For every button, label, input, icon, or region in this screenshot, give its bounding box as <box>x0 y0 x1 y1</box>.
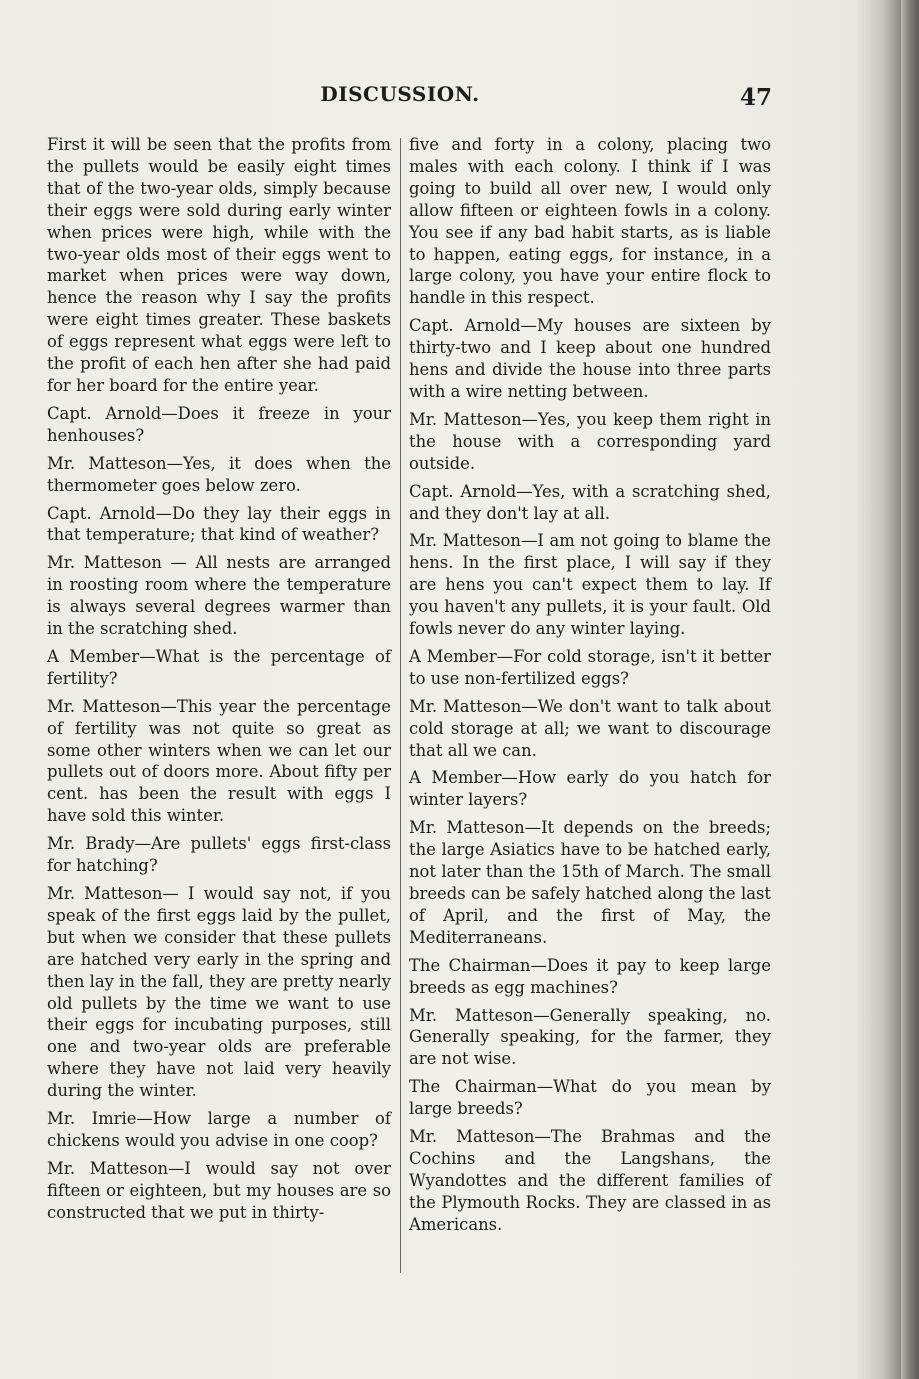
paragraph: five and forty in a colony, placing two males with each colony. I think if I was going to build all over new, I would only allow fifteen or eighteen fowls in a colony. You see if any bad habit starts, as is liable to happen, eating eggs, for instance, in a large colony, you have your entire flock to handle in this respect. <box>409 135 771 308</box>
paragraph: Mr. Matteson—This year the percentage of fertility was not quite so great as some other winters when we can let our pullets out of doors more. About fifty per cent. has been the result with eggs I have sold this winter. <box>47 696 391 826</box>
paragraph: Capt. Arnold—Do they lay their eggs in that temperature; that kind of weather? <box>47 503 391 545</box>
paragraph: Mr. Matteson—The Brahmas and the Cochins and the Langshans, the Wyandottes and the different families of the Plymouth Rocks. They are classed in as Americans. <box>409 1127 771 1234</box>
paragraph: Mr. Matteson—It depends on the breeds; the large Asiatics have to be hatched early, not later than the 15th of March. The small breeds can be safely hatched along the last of April, and the first of May, the Mediterraneans. <box>409 818 771 947</box>
paragraph: Mr. Matteson—Yes, it does when the thermometer goes below zero. <box>47 453 391 495</box>
paragraph: First it will be seen that the profits from the pullets would be easily eight times that of the two-year olds, simply because their eggs were sold during early winter when prices were high, while with the two-year olds most of their eggs went to market when prices were way down, hence the reason why I say the profits were eight times greater. These baskets of eggs represent what eggs were left to the profit of each hen after she had paid for her board for the entire year. <box>47 135 391 395</box>
paragraph: A Member—What is the percentage of fertility? <box>47 646 391 688</box>
paragraph: Mr. Matteson — All nests are arranged in roosting room where the temperature is always several degrees warmer than in the scratching shed. <box>47 553 391 639</box>
paragraph: A Member—For cold storage, isn't it better to use non-fertilized eggs? <box>409 646 771 688</box>
page-edge-shadow <box>901 0 919 1379</box>
paragraph: Capt. Arnold—Yes, with a scratching shed, and they don't lay at all. <box>409 481 771 523</box>
running-header-title: DISCUSSION. <box>320 82 480 106</box>
paragraph: Mr. Matteson— I would say not, if you speak of the first eggs laid by the pullet, but when we consider that these pullets are hatched very early in the spring and then lay in the fall, they are pretty nearly old pullets by the time we want to use their eggs for incubating purposes, still one and two-year olds are preferable where they have not laid very heavily during the winter. <box>47 884 391 1101</box>
left-column <box>47 134 391 1230</box>
page-number: 47 <box>740 84 773 111</box>
paragraph: Capt. Arnold—Does it freeze in your henhouses? <box>47 403 391 445</box>
paragraph: A Member—How early do you hatch for winter layers? <box>409 768 771 810</box>
column-divider <box>400 138 401 1273</box>
paragraph: Mr. Brady—Are pullets' eggs first-class for hatching? <box>47 834 391 876</box>
paragraph: Mr. Matteson—Generally speaking, no. Generally speaking, for the farmer, they are not wise. <box>409 1005 771 1069</box>
paragraph: Mr. Imrie—How large a number of chickens would you advise in one coop? <box>47 1109 391 1150</box>
paragraph: The Chairman—Does it pay to keep large breeds as egg machines? <box>409 955 771 997</box>
paragraph: Mr. Matteson—I am not going to blame the hens. In the first place, I will say if they are hens you can't expect them to lay. If you haven't any pullets, it is your fault. Old fowls never do any winter laying. <box>409 531 771 639</box>
paragraph: Capt. Arnold—My houses are sixteen by thirty-two and I keep about one hundred hens and divide the house into three parts with a wire netting between. <box>409 316 771 401</box>
right-column <box>409 134 771 1242</box>
paragraph: Mr. Matteson—Yes, you keep them right in the house with a corresponding yard outside. <box>409 409 771 473</box>
paragraph: Mr. Matteson—I would say not over fifteen or eighteen, but my houses are so constructed that we put in thirty- <box>47 1158 391 1222</box>
paragraph: The Chairman—What do you mean by large breeds? <box>409 1077 771 1119</box>
paragraph: Mr. Matteson—We don't want to talk about cold storage at all; we want to discourage that all we can. <box>409 696 771 760</box>
